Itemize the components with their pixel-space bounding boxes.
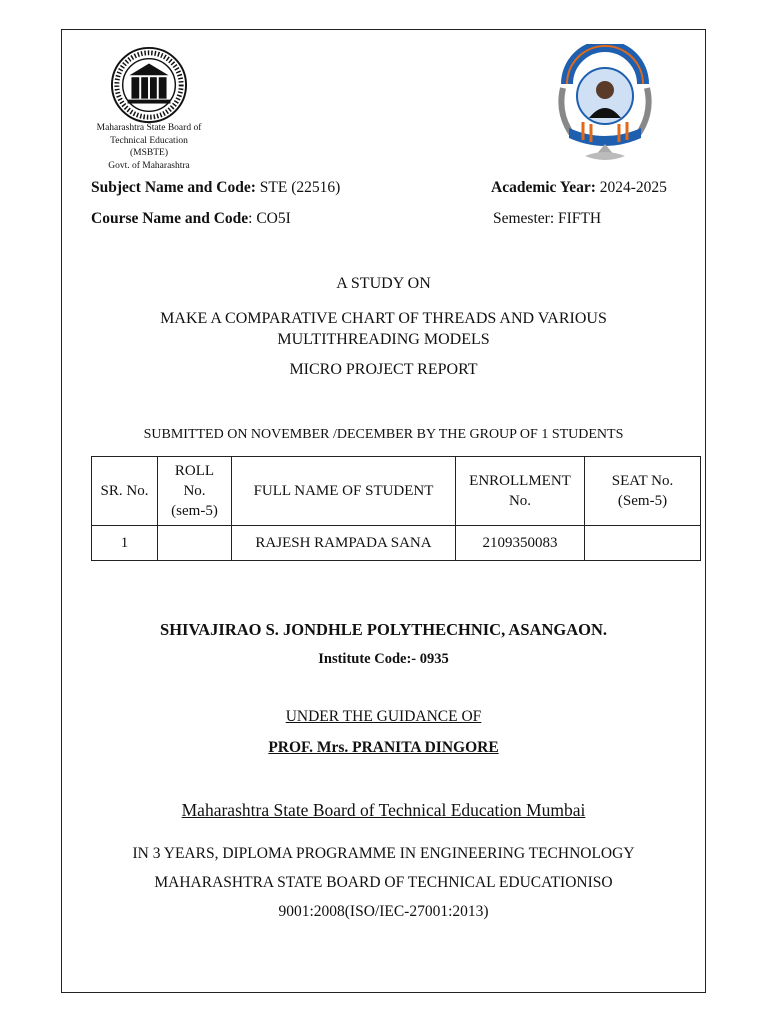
- academic-year-value: 2024-2025: [595, 179, 667, 196]
- submitted-note: SUBMITTED ON NOVEMBER /DECEMBER BY THE GROUP OF 1 STUDENTS: [143, 427, 624, 442]
- msbte-logo: [110, 46, 188, 124]
- college-logo: [555, 44, 655, 172]
- cell-seat-no: [585, 526, 701, 561]
- table-row: [92, 526, 701, 561]
- msbte-caption-line: Technical Education: [110, 135, 188, 146]
- report-type: MICRO PROJECT REPORT: [289, 361, 478, 378]
- col-seat-no: SEAT No. (Sem-5): [585, 457, 701, 526]
- col-sr-no: SR. No.: [92, 457, 158, 526]
- academic-year-line: [491, 179, 667, 197]
- institute-name: SHIVAJIRAO S. JONDHLE POLYTHECHNIC, ASANGAON.: [160, 620, 607, 639]
- col-full-name: FULL NAME OF STUDENT: [232, 457, 456, 526]
- board-name: Maharashtra State Board of Technical Education Mumbai: [181, 800, 586, 820]
- diploma-statement: [61, 839, 706, 926]
- col-enrollment: ENROLLMENT No.: [456, 457, 585, 526]
- course-line: [91, 210, 291, 228]
- msbte-caption-line: (MSBTE): [130, 148, 168, 158]
- academic-year-label: Academic Year:: [491, 179, 596, 196]
- project-title: [61, 308, 706, 350]
- course-label: Course Name and Code: [91, 210, 249, 227]
- diploma-line: 9001:2008(ISO/IEC-27001:2013): [278, 903, 489, 920]
- project-title-line: MAKE A COMPARATIVE CHART OF THREADS AND VARIOUS: [160, 310, 607, 327]
- guidance-heading: UNDER THE GUIDANCE OF: [285, 708, 482, 725]
- cell-sr-no: 1: [92, 526, 158, 561]
- diploma-line: IN 3 YEARS, DIPLOMA PROGRAMME IN ENGINEERING TECHNOLOGY: [132, 845, 635, 862]
- col-roll-no: ROLL No. (sem-5): [158, 457, 232, 526]
- student-table: [91, 456, 701, 561]
- semester-label: Semester: [493, 210, 550, 227]
- msbte-caption: [84, 122, 214, 172]
- project-title-line: MULTITHREADING MODELS: [277, 331, 490, 348]
- cell-enrollment: 2109350083: [456, 526, 585, 561]
- subject-line: [91, 179, 340, 197]
- study-heading: A STUDY ON: [336, 275, 431, 292]
- semester-value: : FIFTH: [549, 210, 602, 227]
- table-header-row: [92, 457, 701, 526]
- subject-label: Subject Name and Code:: [91, 179, 256, 196]
- cell-roll-no: [158, 526, 232, 561]
- subject-value: STE (22516): [255, 179, 341, 196]
- semester-line: [493, 210, 601, 228]
- msbte-caption-line: Maharashtra State Board of: [96, 123, 202, 133]
- course-value: : CO5I: [248, 210, 291, 227]
- guide-name: PROF. Mrs. PRANITA DINGORE: [268, 739, 499, 756]
- institute-code: Institute Code:- 0935: [318, 651, 449, 667]
- diploma-line: MAHARASHTRA STATE BOARD OF TECHNICAL EDUCATIONISO: [154, 874, 613, 891]
- cell-full-name: RAJESH RAMPADA SANA: [232, 526, 456, 561]
- msbte-caption-line: Govt. of Maharashtra: [108, 160, 190, 171]
